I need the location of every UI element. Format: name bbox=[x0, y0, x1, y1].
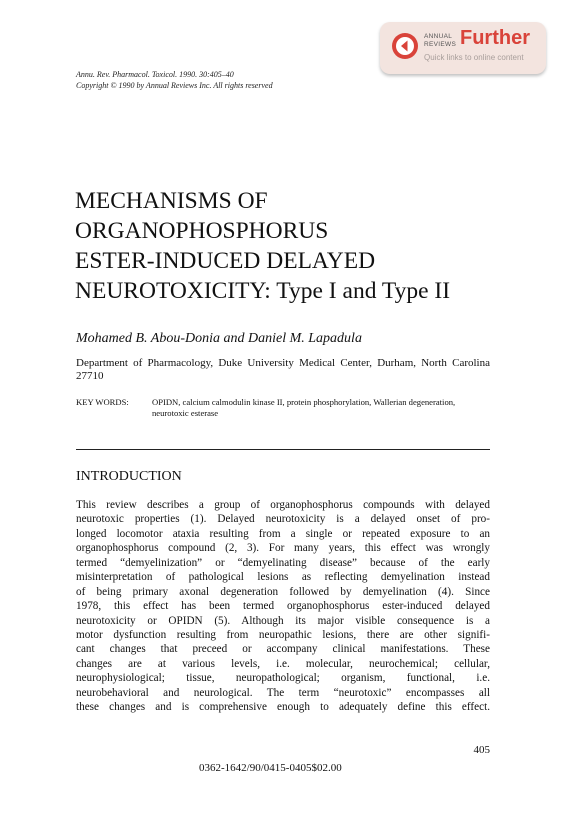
article-title bbox=[75, 186, 450, 306]
body-line: neurophysiological; tissue, neuropathological; organism, functional, i.e. bbox=[76, 672, 490, 685]
body-line: organophosphorus compound (2, 3). For many years, this effect was wrongly bbox=[76, 542, 490, 555]
further-label: Further bbox=[460, 27, 530, 49]
body-line: 1978, this effect has been termed organophosphorus ester-induced delayed bbox=[76, 600, 490, 613]
body-line: cant changes that preceed or accompany clinical manifestations. These bbox=[76, 643, 490, 656]
title-line: ESTER-INDUCED DELAYED bbox=[75, 248, 376, 274]
body-line: of being primary axonal degeneration followed by demyelination (4). Since bbox=[76, 585, 490, 598]
further-links-badge[interactable] bbox=[380, 22, 546, 74]
body-line: misinterpretation of pathological lesions as reflecting demyelination instead bbox=[76, 571, 490, 584]
key-words bbox=[76, 397, 490, 419]
play-arrow-icon bbox=[392, 33, 418, 59]
key-words-label: KEY WORDS: bbox=[76, 397, 129, 407]
citation-line: Annu. Rev. Pharmacol. Toxicol. 1990. 30:405–40 bbox=[76, 70, 234, 79]
body-line: termed “demyelinization” or “demyelinating disease” because of the early bbox=[76, 556, 490, 569]
body-line: neurotoxic properties (1). Delayed neurotoxicity is a delayed onset of pro- bbox=[76, 513, 490, 526]
title-line: NEUROTOXICITY: Type I and Type II bbox=[75, 278, 451, 304]
annual-reviews-logo-text: ANNUAL REVIEWS bbox=[424, 33, 457, 48]
copyright-line: Copyright © 1990 by Annual Reviews Inc. All rights reserved bbox=[76, 80, 273, 90]
journal-citation bbox=[76, 70, 273, 91]
section-divider bbox=[76, 449, 490, 450]
authors: Mohamed B. Abou-Donia and Daniel M. Lapadula bbox=[76, 331, 362, 346]
body-line: these changes and is comprehensive enough to adequately define this effect. bbox=[76, 701, 490, 714]
title-line: MECHANISMS OF bbox=[75, 188, 268, 214]
body-line: neurobehavioral and neurological. The term “neurotoxic” encompasses all bbox=[76, 686, 490, 699]
body-line: longed locomotor ataxia resulting from a single or repeated exposure to an bbox=[76, 527, 490, 540]
badge-tagline: Quick links to online content bbox=[424, 53, 524, 62]
section-heading: INTRODUCTION bbox=[76, 469, 182, 484]
body-line: neurotoxicity or OPIDN (5). Although its major visible consequence is a bbox=[76, 614, 490, 627]
footer-code: 0362-1642/90/0415-0405$02.00 bbox=[199, 762, 342, 774]
page-number: 405 bbox=[473, 744, 490, 756]
title-line: ORGANOPHOSPHORUS bbox=[75, 218, 329, 244]
key-words-text: OPIDN, calcium calmodulin kinase II, protein phosphorylation, Wallerian degeneration, neurotoxic esterase bbox=[152, 397, 456, 418]
affiliation: Department of Pharmacology, Duke University Medical Center, Durham, North Carolina 27710 bbox=[76, 357, 490, 382]
introduction-body bbox=[76, 498, 490, 715]
body-line: This review describes a group of organophosphorus compounds with delayed bbox=[76, 499, 490, 511]
body-line: changes are at various levels, i.e. molecular, neurochemical; cellular, bbox=[76, 657, 490, 670]
body-line: motor dysfunction resulting from neuropathic lesions, there are other signifi- bbox=[76, 628, 490, 641]
